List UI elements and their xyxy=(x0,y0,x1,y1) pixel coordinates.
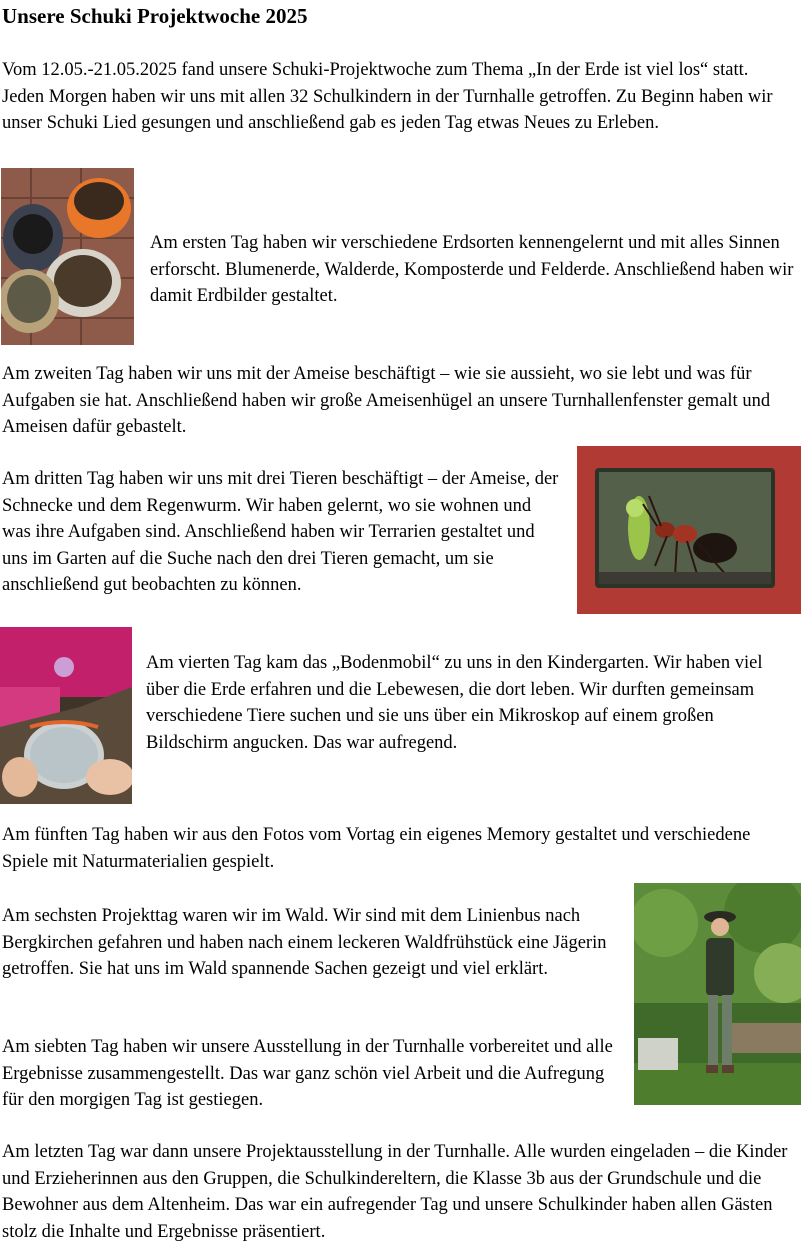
soil-photo xyxy=(1,168,134,345)
day3-paragraph: Am dritten Tag haben wir uns mit drei Tieren beschäftigt – der Ameise, der Schnecke und dem Regenwurm. Wir haben gelernt, wo sie wohnen und was ihre Aufgaben sind. Anschließend haben wir Terrarien gestaltet und uns im Garten auf die Suche nach den drei Tieren gemacht, um sie anschließend gut beobachten zu können. xyxy=(2,469,559,595)
day7-paragraph: Am siebten Tag haben wir unsere Ausstellung in der Turnhalle vorbereitet und alle Ergebnisse zusammengestellt. Das war ganz schön viel Arbeit und die Aufregung für den morgigen Tag ist gestiegen. xyxy=(2,1037,613,1110)
day2-paragraph: Am zweiten Tag haben wir uns mit der Ameise beschäftigt – wie sie aussieht, wo sie lebt und was für Aufgaben sie hat. Anschließend haben wir große Ameisenhügel an unsere Turnhallenfenster gemalt und Ameisen dafür gebastelt. xyxy=(2,364,771,437)
page-title: Unsere Schuki Projektwoche 2025 xyxy=(2,4,308,28)
forest-photo xyxy=(634,883,801,1105)
day4-paragraph: Am vierten Tag kam das „Bodenmobil“ zu uns in den Kindergarten. Wir haben viel über die Erde erfahren und die Lebewesen, die dort leben. Wir durften gemeinsam verschiedene Tiere suchen und sie uns über ein Mikroskop auf einem großen Bildschirm angucken. Das war aufregend. xyxy=(146,653,763,753)
ant-photo xyxy=(577,446,801,614)
day6-paragraph: Am sechsten Projekttag waren wir im Wald. Wir sind mit dem Linienbus nach Bergkirchen gefahren und haben nach einem leckeren Waldfrühstück eine Jägerin getroffen. Sie hat uns im Wald spannende Sachen gezeigt und viel erklärt. xyxy=(2,906,607,979)
intro-paragraph: Vom 12.05.-21.05.2025 fand unsere Schuki-Projektwoche zum Thema „In der Erde ist viel los“ statt. Jeden Morgen haben wir uns mit allen 32 Schulkindern in der Turnhalle getroffen. Zu Beginn haben wir unser Schuki Lied gesungen und anschließend gab es jeden Tag etwas Neues zu Erleben. xyxy=(2,60,773,133)
day5-paragraph: Am fünften Tag haben wir aus den Fotos vom Vortag ein eigenes Memory gestaltet und verschiedene Spiele mit Naturmaterialien gespielt. xyxy=(2,825,751,872)
day8-paragraph: Am letzten Tag war dann unsere Projektausstellung in der Turnhalle. Alle wurden eingeladen – die Kinder und Erzieherinnen aus den Gruppen, die Schulkindereltern, die Klasse 3b aus der Grundschule und die Bewohner aus dem Altenheim. Das war ein aufregender Tag und unsere Schulkinder haben allen Gästen stolz die Inhalte und Ergebnisse präsentiert. xyxy=(2,1142,788,1242)
day1-paragraph: Am ersten Tag haben wir verschiedene Erdsorten kennengelernt und mit alles Sinnen erforscht. Blumenerde, Walderde, Komposterde und Felderde. Anschließend haben wir damit Erdbilder gestaltet. xyxy=(150,233,794,306)
bodenmobil-photo xyxy=(0,627,132,804)
